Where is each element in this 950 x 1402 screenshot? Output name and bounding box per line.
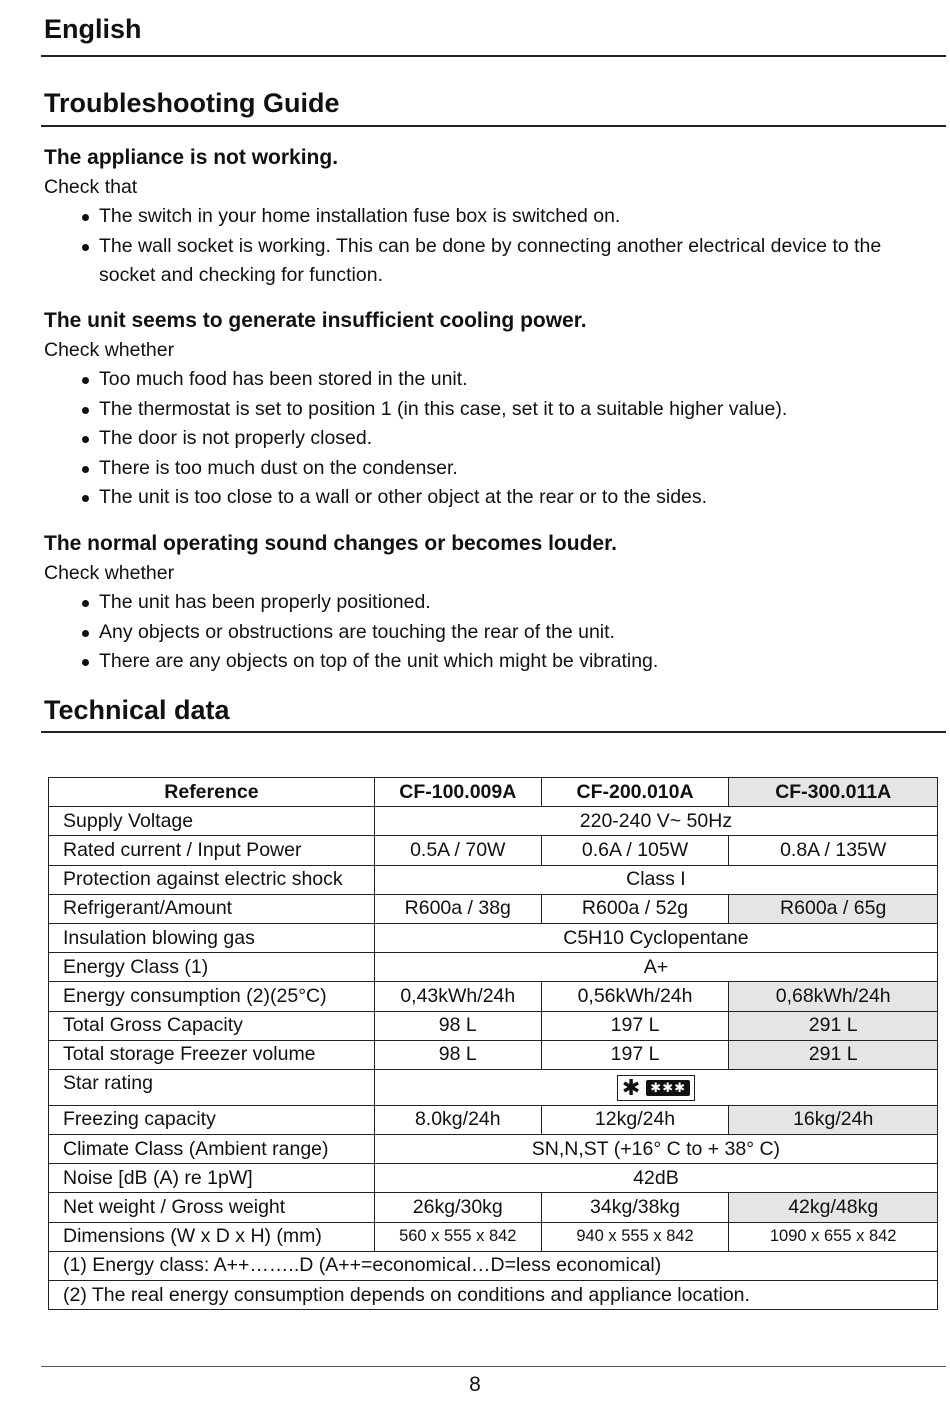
header-rule: [41, 55, 946, 57]
merged-cell: 42dB: [374, 1164, 937, 1193]
table-row: [49, 1011, 938, 1040]
value-cell: 197 L: [541, 1011, 729, 1040]
section-heading: The normal operating sound changes or becomes louder.: [44, 532, 617, 555]
row-label: Total storage Freezer volume: [49, 1040, 375, 1069]
table-row: [49, 1105, 938, 1134]
footnote-row: [49, 1281, 938, 1310]
row-label: Rated current / Input Power: [49, 836, 375, 865]
row-label: Net weight / Gross weight: [49, 1193, 375, 1222]
merged-cell: A+: [374, 953, 937, 982]
table-row: [49, 1193, 938, 1222]
value-cell: 0.5A / 70W: [374, 836, 541, 865]
list-item: The switch in your home installation fuse box is switched on.: [99, 202, 930, 232]
table-header-row: [49, 778, 938, 807]
value-cell: R600a / 65g: [729, 894, 938, 923]
table-row: [49, 1069, 938, 1105]
row-label: Star rating: [49, 1069, 375, 1105]
section-intro: Check whether: [44, 339, 175, 361]
table-row: [49, 1040, 938, 1069]
value-cell: 34kg/38kg: [541, 1193, 729, 1222]
value-cell: 291 L: [729, 1040, 938, 1069]
table-row: [49, 1135, 938, 1164]
technical-data-table: [48, 777, 938, 1310]
bullet-list: [44, 202, 930, 291]
header-cell: CF-100.009A: [374, 778, 541, 807]
table-row: [49, 923, 938, 952]
value-cell: 16kg/24h: [729, 1105, 938, 1134]
merged-cell: 220-240 V~ 50Hz: [374, 807, 937, 836]
row-label: Supply Voltage: [49, 807, 375, 836]
row-label: Energy Class (1): [49, 953, 375, 982]
section-intro: Check whether: [44, 562, 175, 584]
list-item: There is too much dust on the condenser.: [99, 454, 930, 484]
three-star-icon: ✱✱✱: [646, 1080, 690, 1096]
table-row: [49, 836, 938, 865]
value-cell: R600a / 38g: [374, 894, 541, 923]
section-heading: The appliance is not working.: [44, 146, 339, 169]
merged-cell: Class I: [374, 865, 937, 894]
list-item: The unit has been properly positioned.: [99, 588, 930, 618]
section-intro: Check that: [44, 176, 138, 198]
footnote-row: [49, 1251, 938, 1280]
list-item: The unit is too close to a wall or other object at the rear or to the sides.: [99, 483, 930, 513]
table-row: [49, 1222, 938, 1251]
list-item: The wall socket is working. This can be done by connecting another electrical device to the socket and checking for function.: [99, 232, 930, 291]
value-cell: 0.6A / 105W: [541, 836, 729, 865]
four-star-freezer-icon: [617, 1075, 695, 1101]
value-cell: 0,56kWh/24h: [541, 982, 729, 1011]
row-label: Climate Class (Ambient range): [49, 1135, 375, 1164]
list-item: There are any objects on top of the unit which might be vibrating.: [99, 647, 930, 677]
trouble-section-3: [44, 529, 930, 677]
row-label: Refrigerant/Amount: [49, 894, 375, 923]
bullet-list: [44, 365, 930, 513]
troubleshooting-rule: [41, 125, 946, 127]
footer-rule: [41, 1366, 946, 1367]
star-icon: ✱: [621, 1075, 641, 1101]
bullet-list: [44, 588, 930, 677]
value-cell: 98 L: [374, 1040, 541, 1069]
value-cell: 0,43kWh/24h: [374, 982, 541, 1011]
value-cell: R600a / 52g: [541, 894, 729, 923]
table-row: [49, 953, 938, 982]
page-number: 8: [469, 1373, 481, 1396]
row-label: Total Gross Capacity: [49, 1011, 375, 1040]
technical-data-title: Technical data: [44, 695, 230, 725]
star-rating-cell: [374, 1069, 937, 1105]
value-cell: 1090 x 655 x 842: [729, 1222, 938, 1251]
list-item: The thermostat is set to position 1 (in this case, set it to a suitable higher value).: [99, 395, 930, 425]
header-cell: CF-200.010A: [541, 778, 729, 807]
value-cell: 560 x 555 x 842: [374, 1222, 541, 1251]
list-item: Too much food has been stored in the unit.: [99, 365, 930, 395]
value-cell: 197 L: [541, 1040, 729, 1069]
row-label: Insulation blowing gas: [49, 923, 375, 952]
header-cell: CF-300.011A: [729, 778, 938, 807]
table-row: [49, 865, 938, 894]
section-heading: The unit seems to generate insufficient cooling power.: [44, 309, 587, 332]
technical-rule: [41, 731, 946, 733]
table-row: [49, 807, 938, 836]
merged-cell: SN,N,ST (+16° C to + 38° C): [374, 1135, 937, 1164]
footnote: (2) The real energy consumption depends on conditions and appliance location.: [49, 1281, 938, 1310]
row-label: Freezing capacity: [49, 1105, 375, 1134]
trouble-section-2: [44, 306, 930, 513]
header-cell: Reference: [49, 778, 375, 807]
footnote: (1) Energy class: A++……..D (A++=economical…D=less economical): [49, 1251, 938, 1280]
value-cell: 8.0kg/24h: [374, 1105, 541, 1134]
value-cell: 940 x 555 x 842: [541, 1222, 729, 1251]
row-label: Noise [dB (A) re 1pW]: [49, 1164, 375, 1193]
value-cell: 291 L: [729, 1011, 938, 1040]
value-cell: 26kg/30kg: [374, 1193, 541, 1222]
trouble-section-1: [44, 143, 930, 291]
row-label: Protection against electric shock: [49, 865, 375, 894]
list-item: Any objects or obstructions are touching the rear of the unit.: [99, 618, 930, 648]
table-row: [49, 982, 938, 1011]
table-row: [49, 1164, 938, 1193]
row-label: Energy consumption (2)(25°C): [49, 982, 375, 1011]
table-row: [49, 894, 938, 923]
troubleshooting-title: Troubleshooting Guide: [44, 88, 340, 118]
value-cell: 42kg/48kg: [729, 1193, 938, 1222]
value-cell: 0,68kWh/24h: [729, 982, 938, 1011]
list-item: The door is not properly closed.: [99, 424, 930, 454]
language-label: English: [44, 14, 142, 44]
row-label: Dimensions (W x D x H) (mm): [49, 1222, 375, 1251]
value-cell: 0.8A / 135W: [729, 836, 938, 865]
value-cell: 12kg/24h: [541, 1105, 729, 1134]
merged-cell: C5H10 Cyclopentane: [374, 923, 937, 952]
value-cell: 98 L: [374, 1011, 541, 1040]
